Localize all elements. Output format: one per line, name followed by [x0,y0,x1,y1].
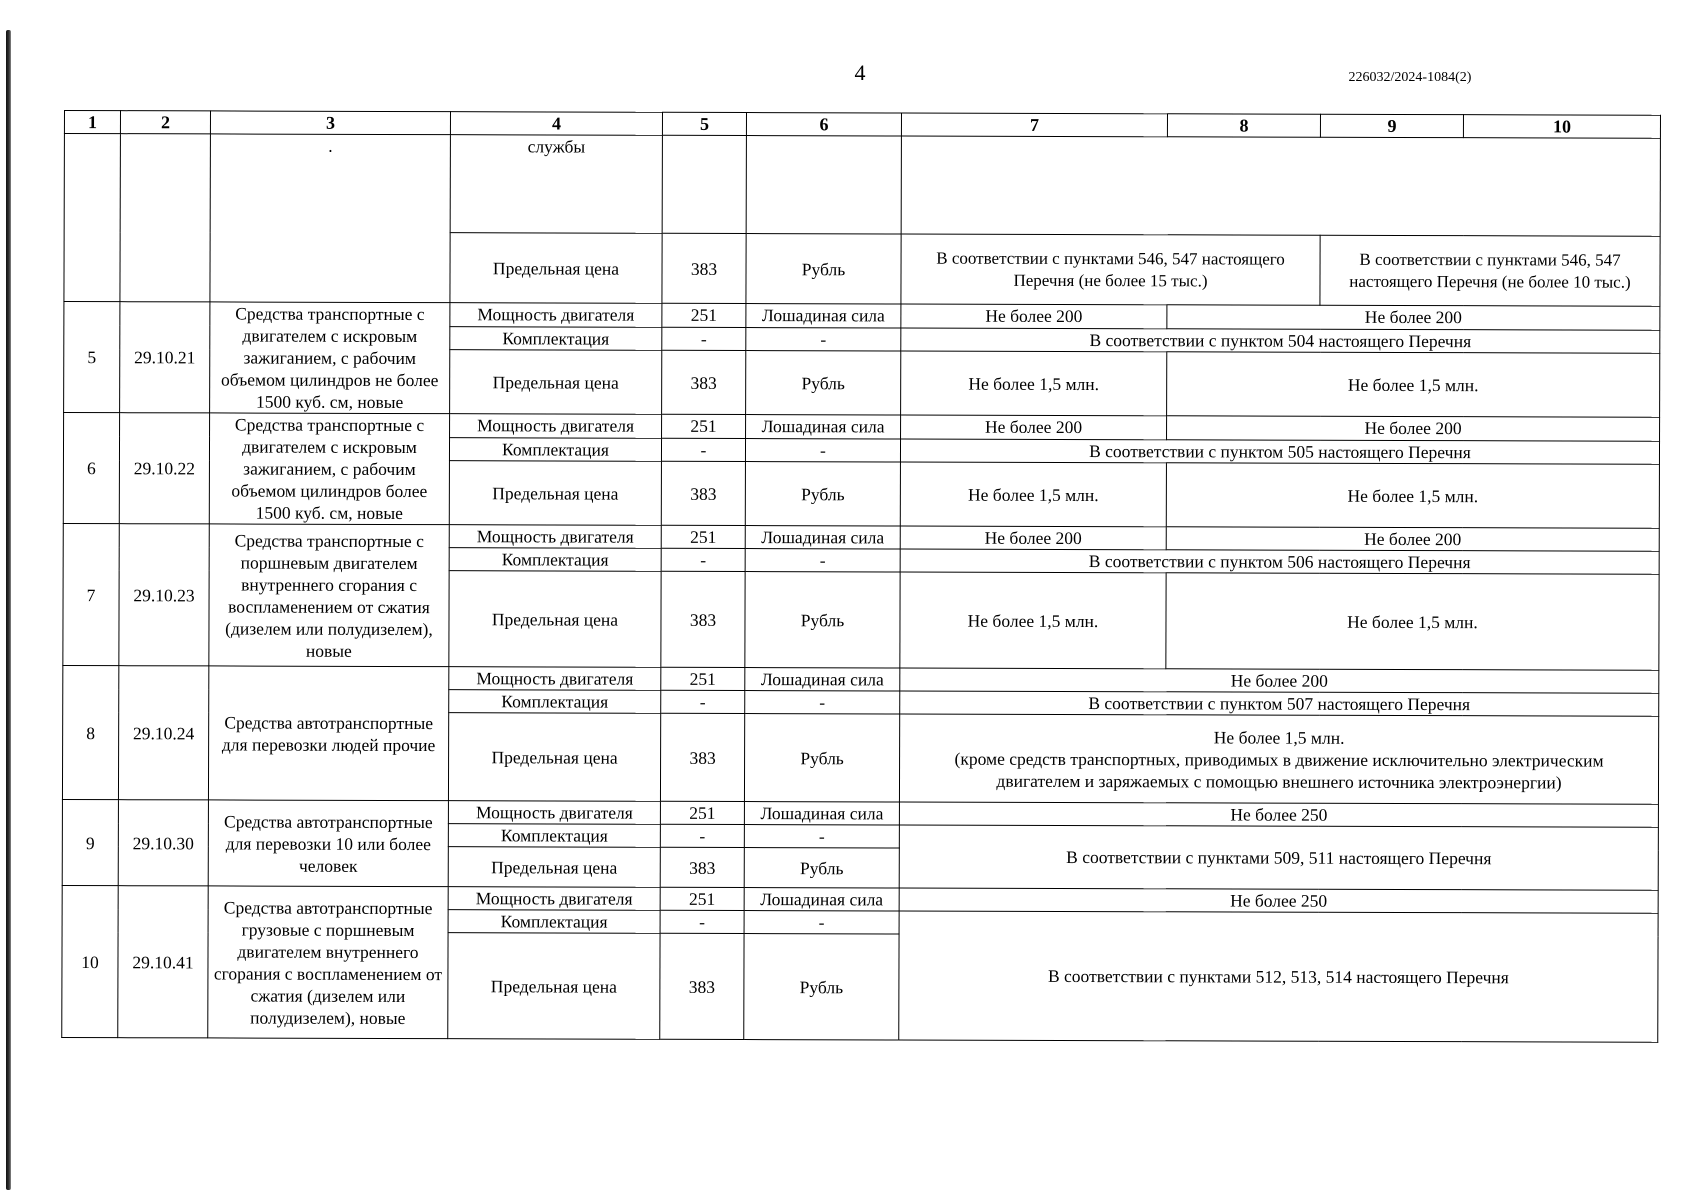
okpd-code-cell: 29.10.22 [119,413,209,524]
okpd-code-cell: 29.10.41 [118,886,208,1038]
characteristic-cell: Предельная цена [450,350,662,414]
value-cell: В соответствии с пунктами 509, 511 настоящего Перечня [899,825,1658,890]
value-cell: Не более 1,5 млн. [1166,463,1659,528]
table-row [63,665,1659,693]
unit-cell: Лошадиная сила [744,888,899,911]
okei-code-cell: - [661,690,745,713]
value-cell: Не более 1,5 млн. [1167,352,1660,417]
okpd-code-cell: 29.10.23 [119,524,209,666]
value-cell: Не более 200 [900,526,1166,550]
unit-cell: Рубль [745,572,900,668]
characteristic-cell: Комплектация [449,437,661,461]
requirements-table [61,110,1661,1043]
characteristic-cell: Мощность двигателя [449,525,661,549]
unit-cell: - [745,691,900,714]
name-cell [210,134,450,303]
name-cell: Средства автотранспортные грузовые с поршневым двигателем внутреннего сгорания с воспламенением от сжатия (дизелем или полудизелем), новые [208,886,448,1039]
okei-code-cell: 383 [661,571,745,667]
okei-code-cell: 251 [661,667,745,690]
table-row [64,413,1660,441]
characteristic-cell: Комплектация [450,326,662,350]
okei-code-cell: 251 [661,525,745,548]
characteristic-cell: Предельная цена [450,233,662,304]
price-limit-text: Не более 1,5 млн. [1213,726,1345,748]
characteristic-cell: Мощность двигателя [450,303,662,327]
column-header: 7 [901,113,1167,137]
column-header: 9 [1320,114,1463,137]
unit-cell: Лошадиная сила [745,668,900,691]
characteristic-cell: Мощность двигателя [450,414,662,438]
okei-code-cell: - [660,824,744,847]
page-number: 4 [854,60,866,85]
value-cell: Не более 1,5 млн. [901,351,1167,416]
value-cell [899,714,1658,804]
characteristic-cell: Предельная цена [449,461,661,525]
row-number-cell: 6 [63,413,119,524]
characteristic-cell: Мощность двигателя [449,667,661,691]
table-row [62,799,1658,827]
document-id: 226032/2024-1084(2) [1348,70,1472,85]
table-sheet [61,110,1660,1043]
value-cell: В соответствии с пунктами 546, 547 настоящего Перечня (не более 10 тыс.) [1320,235,1660,306]
okpd-code-cell: 29.10.30 [118,800,208,886]
name-cell: Средства автотранспортные для перевозки людей прочие [208,666,448,801]
okei-code-cell: 383 [660,847,744,887]
okei-code-cell: 251 [662,414,746,438]
unit-cell: Рубль [744,714,899,802]
column-header: 10 [1463,115,1660,139]
value-cell: Не более 1,5 млн. [900,462,1166,527]
unit-cell: - [744,825,899,848]
name-cell: Средства транспортные с двигателем с искровым зажиганием, с рабочим объемом цилиндров более 1500 куб. см, новые [209,413,449,525]
unit-cell: Рубль [746,234,901,304]
characteristic-cell: Предельная цена [448,847,660,888]
unit-cell: Рубль [744,848,899,888]
table-row [62,885,1658,913]
unit-cell: Лошадиная сила [746,415,901,439]
characteristic-cell: Предельная цена [448,713,660,802]
unit-cell: Лошадиная сила [746,304,901,328]
row-number-cell: 10 [62,885,118,1037]
scan-edge [6,30,11,1190]
row-number-cell: 7 [63,523,119,665]
value-cell: Не более 250 [899,802,1658,827]
row-number-cell: 5 [64,302,120,413]
unit-cell: - [745,549,900,572]
characteristic-cell: Предельная цена [449,571,661,668]
value-cell: Не более 200 [901,415,1167,439]
value-cell: Не более 1,5 млн. [900,572,1166,669]
value-cell: Не более 250 [899,888,1658,913]
stray-dot: . [328,135,333,156]
row-number-cell: 8 [62,665,118,799]
column-header: 4 [450,112,662,136]
okei-code-cell: 251 [660,801,744,824]
value-cell: Не более 200 [1167,305,1660,330]
unit-cell: Лошадиная сила [745,526,900,549]
okei-code-cell: 383 [661,462,745,526]
characteristic-cell: службы [450,135,662,234]
column-header: 5 [662,112,746,135]
row-number-cell: 9 [62,799,118,885]
okpd-code-cell: 29.10.24 [118,666,208,800]
characteristic-cell: Комплектация [448,910,660,934]
okei-code-cell: 383 [660,933,744,1039]
okei-code-cell: 251 [660,887,744,910]
value-cell: В соответствии с пунктом 506 настоящего Перечня [900,549,1659,574]
unit-cell: - [745,438,900,462]
name-cell: Средства транспортные с двигателем с искровым зажиганием, с рабочим объемом цилиндров не более 1500 куб. см, новые [210,302,450,414]
price-exclusion-note: (кроме средств транспортных, приводимых в движение исключительно электрическим двигателем и заряжаемых с помощью внешнего источника электроэнергии) [954,748,1604,792]
characteristic-cell: Мощность двигателя [448,887,660,911]
table-row [64,134,1660,237]
column-header: 8 [1167,114,1320,137]
unit-cell: Рубль [745,462,900,526]
value-cell: Не более 200 [1167,416,1660,441]
value-cell: В соответствии с пунктом 507 настоящего Перечня [900,691,1659,716]
unit-cell: - [744,911,899,934]
characteristic-cell: Комплектация [448,824,660,848]
okei-code-cell: 383 [662,351,746,415]
name-cell: Средства автотранспортные для перевозки 10 или более человек [208,800,448,887]
okei-code-cell: - [661,548,745,571]
value-cell: В соответствии с пунктом 504 настоящего Перечня [901,328,1660,354]
okei-code-cell: 383 [662,233,746,303]
value-cell: Не более 200 [1166,527,1659,551]
column-header: 2 [120,111,210,134]
value-cell: Не более 200 [900,668,1659,693]
okei-code-cell: - [661,438,745,462]
unit-cell: Лошадиная сила [744,802,899,825]
value-cell: В соответствии с пунктами 512, 513, 514 настоящего Перечня [899,911,1658,1042]
value-cell: Не более 200 [901,304,1167,328]
column-header: 3 [210,111,450,135]
characteristic-cell: Комплектация [449,690,661,714]
okei-code-cell: 383 [660,713,744,801]
characteristic-cell: Мощность двигателя [448,801,660,825]
column-header: 1 [64,111,120,134]
characteristic-cell: Комплектация [449,548,661,572]
okpd-code-cell: 29.10.21 [120,302,210,413]
okei-code-cell: 251 [662,303,746,327]
value-cell: В соответствии с пунктами 546, 547 настоящего Перечня (не более 15 тыс.) [901,234,1320,305]
value-cell: Не более 1,5 млн. [1166,573,1659,670]
column-header: 6 [746,113,901,136]
table-row [63,523,1659,551]
unit-cell: Рубль [746,351,901,415]
name-cell: Средства транспортные с поршневым двигателем внутреннего сгорания с воспламенением от сжатия (дизелем или полудизелем), новые [209,524,449,667]
value-cell: В соответствии с пунктом 505 настоящего Перечня [900,439,1659,465]
table-row [64,302,1660,330]
okei-code-cell: - [660,910,744,933]
characteristic-cell: Предельная цена [448,933,660,1040]
okei-code-cell: - [662,327,746,351]
unit-cell: Рубль [744,934,899,1040]
unit-cell: - [746,327,901,351]
